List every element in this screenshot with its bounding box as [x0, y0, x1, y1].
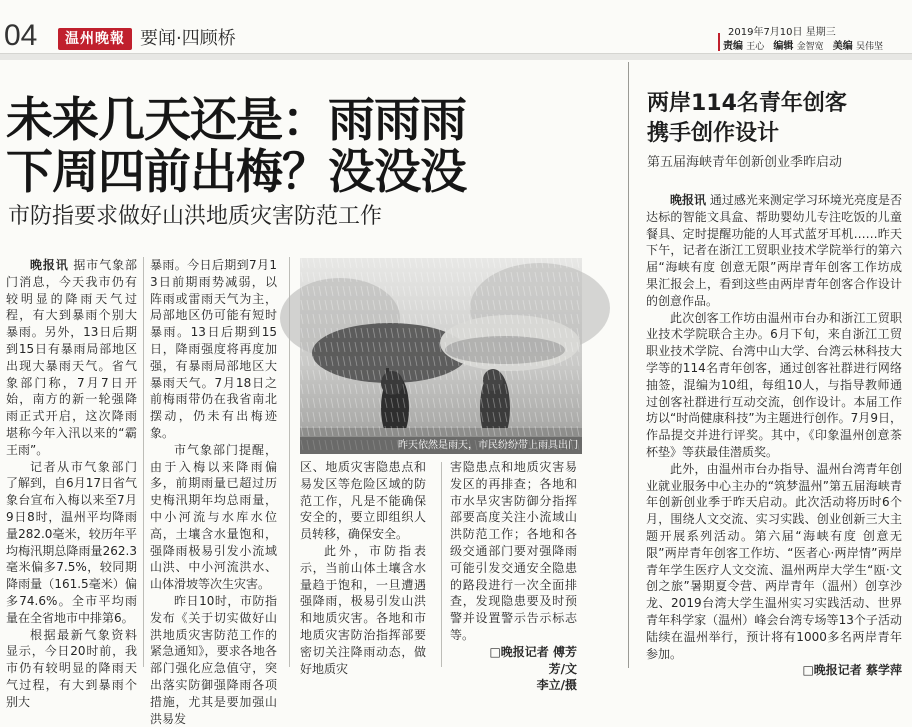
editor-credits	[723, 41, 889, 53]
article-column-4	[450, 459, 577, 693]
main-headline-line2: 下周四前出梅？没没没	[6, 145, 466, 200]
paragraph: 昨日10时，市防指发布《关于切实做好山洪地质灾害防范工作的紧急通知》，要求各地各部门强化应急值守，突出落实防御强降雨各项措施，尤其是要加强山洪易发	[150, 593, 277, 726]
column-rule	[441, 462, 442, 667]
paragraph: 根据最新气象资料显示，今日20时前，我市仍有较明显的降雨天气过程，有大到暴雨个别大	[6, 627, 137, 709]
paragraph: 区、地质灾害隐患点和易发区等危险区域的防范工作，凡是不能确保安全的，要立即组织人员转移，确保安全。	[300, 460, 426, 542]
paragraph: 通过感光来测定学习环境光亮度是否达标的智能文具盒、帮助婴幼儿专注吃饭的儿童餐具、定时提醒功能的人耳式蓝牙耳机……昨天下午，记者在浙江工贸职业技术学院举行的第六届“海峡有度 创意无限”两岸青年创客工作坊成果汇报会上，看到这些由两岸青年创客合作设计的创意作品。	[646, 193, 902, 308]
section-title: 要闻·四顾桥	[140, 28, 236, 49]
photo-byline: 李立/摄	[536, 678, 577, 693]
editor-name: 金智宽	[796, 42, 824, 52]
rainy-street-photo	[300, 258, 582, 454]
editor-role: 编辑	[773, 41, 794, 52]
issue-date: 2019年7月10日 星期三	[728, 27, 836, 38]
editor-name: 王心	[746, 42, 765, 52]
header-divider	[0, 53, 912, 60]
photo-caption: 昨天依然是雨天，市民纷纷带上雨具出门	[300, 437, 582, 454]
page-number: 04	[4, 19, 38, 52]
editor-role: 责编	[723, 41, 743, 52]
paragraph: 此外，市防指表示，当前山体土壤含水量趋于饱和，一旦遭遇强降雨，极易引发山洪和地质灾害。各地和市地质灾害防治指挥部要密切关注降雨动态，做好地质灾	[300, 543, 426, 676]
paragraph: 市气象部门提醒，由于入梅以来降雨偏多，前期雨量已超过历史梅汛期年均总雨量，中小河流与水库水位高，土壤含水量饱和，强降雨极易引发小流域山洪、中小河流洪水、山体滑坡等次生灾害。	[150, 442, 277, 592]
side-headline-line1: 两岸114名青年创客	[647, 91, 847, 116]
newspaper-logo: 温州晚報	[58, 28, 132, 50]
article-column-3	[300, 459, 426, 676]
article-divider	[628, 62, 629, 668]
paragraph: 此外，由温州市台办指导、温州台湾青年创业就业服务中心主办的“筑梦温州”第五届海峡青年创新创业季于昨天启动。此次活动将历时6个月，围绕人文交流、实习实践、创业创新三大主题开展系列活动。第六届“海峡有度 创意无限”两岸青年创客工作坊、“医者心·两岸情”两岸青年学生医疗人文交流、温州两岸大学生“瓯·文创之旅”暑期夏令营、两岸青年（温州）创享沙龙、2019台湾大学生温州实习实践活动、世界青年科学家（温州）峰会台湾专场等13个子活动陆续在温州举行，预计将有1000多名两岸青年参加。	[646, 461, 902, 661]
paragraph: 记者从市气象部门了解到，自6月17日省气象台宣布入梅以来至7月9日8时，温州平均降雨量282.0毫米，较历年平均梅汛期总降雨量262.3毫米偏多7.5%，较同期降雨量（161.5毫米）偏多74.6%。全市平均雨量在全省地市中排第6。	[6, 459, 137, 625]
article-column-1	[6, 257, 137, 709]
main-headline-line1: 未来几天还是：雨雨雨	[6, 93, 466, 148]
side-headline-line2: 携手创作设计	[647, 121, 780, 146]
side-article-body	[646, 192, 902, 678]
lead-tag: 晚报讯	[30, 258, 69, 272]
editor-role: 美编	[832, 41, 853, 52]
article-column-2	[150, 257, 277, 726]
main-subheadline: 市防指要求做好山洪地质灾害防范工作	[8, 204, 383, 229]
paragraph: 暴雨。今日后期到7月13日前期雨势减弱，以阵雨或雷雨天气为主，局部地区仍可能有短时暴雨。13日后期到15日，降雨强度将再度加强，有暴雨局部地区大暴雨天气。7月18日之前梅雨带仍在我省南北摆动，仍未有出梅迹象。	[150, 258, 277, 440]
paragraph: 此次创客工作坊由温州市台办和浙江工贸职业技术学院联合主办。6月下旬，来自浙江工贸职业技术学院、台湾中山大学、台湾云林科技大学等的114名青年创客，通过创客社群进行网络抽签，混编为10组，每组10人，与指导教师通过创客社群进行互动交流，创作设计。本届工作坊以“时尚健康科技”为主题进行创作。7月9日，作品提交并进行评奖。其中，《印象温州创意茶杯垫》等获最佳潜质奖。	[646, 310, 902, 459]
lead-tag: 晚报讯	[670, 193, 707, 207]
paragraph: 害隐患点和地质灾害易发区的再排查；各地和市水旱灾害防御分指挥部要高度关注小流域山洪防范工作；各地和各级交通部门要对强降雨可能引发交通安全隐患的路段进行一次全面排查，发现隐患要及时预警并设置警示告示标志等。	[450, 460, 577, 642]
header-accent-bar	[718, 33, 720, 51]
side-subheadline: 第五届海峡青年创新创业季昨启动	[647, 155, 843, 170]
byline: □晚报记者 傅芳芳/文	[489, 644, 577, 676]
news-photo	[300, 258, 582, 454]
paragraph: 据市气象部门消息，今天我市仍有较明显的降雨天气过程，有大到暴雨个别大暴雨。另外，13日后期到15日有暴雨局部地区出现大暴雨天气。省气象部门称，7月7日开始，南方的新一轮强降雨正式开启，这次降雨堪称今年入汛以来的“霸王雨”。	[6, 258, 137, 457]
editor-name: 吴伟坚	[855, 42, 883, 52]
byline: □晚报记者 蔡学萍	[802, 663, 902, 678]
column-rule	[143, 257, 144, 667]
